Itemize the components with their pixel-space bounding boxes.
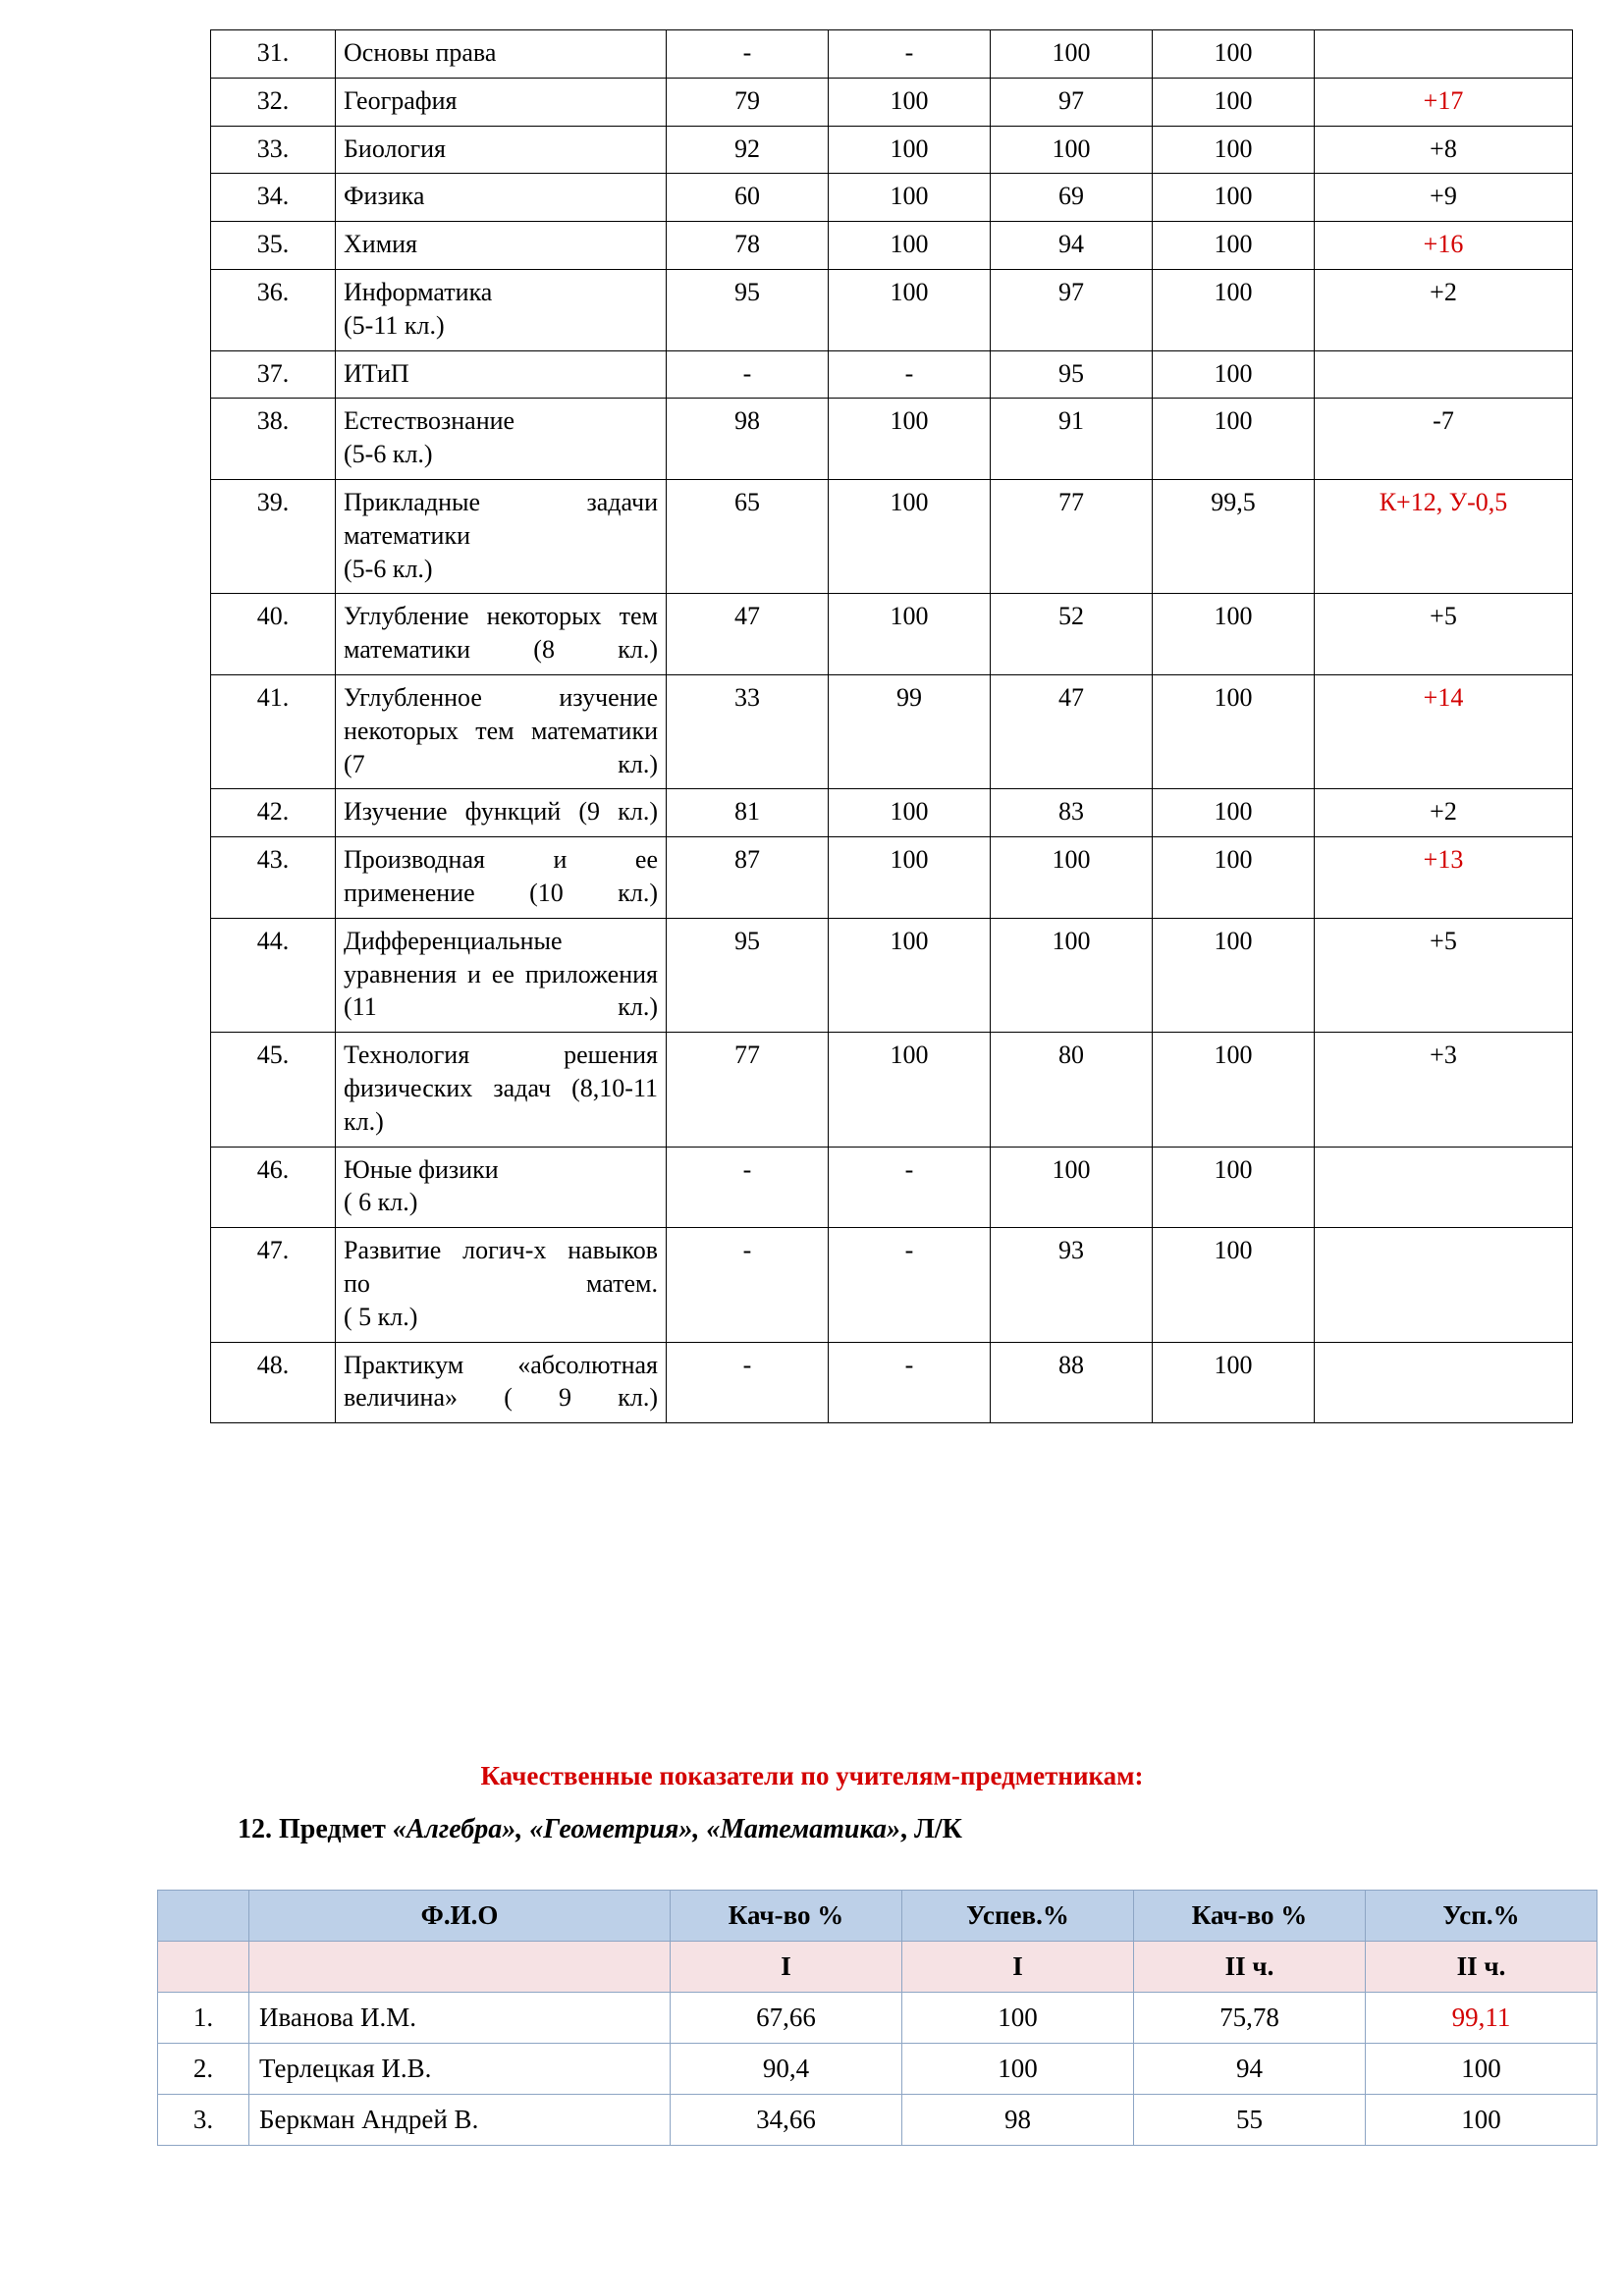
delta-value [1315, 1147, 1573, 1228]
value-1: 77 [667, 1033, 829, 1147]
subject-name-main: География [344, 85, 458, 115]
value-2: 100 [829, 126, 991, 174]
teacher-value-4: 99,11 [1366, 1993, 1597, 2044]
value-4: 100 [1153, 30, 1315, 79]
value-2: 100 [829, 918, 991, 1032]
value-3: 100 [991, 918, 1153, 1032]
subheader-period-4: II ч. [1366, 1942, 1597, 1993]
value-4: 100 [1153, 399, 1315, 480]
delta-value: +17 [1315, 78, 1573, 126]
subheader-period-3: II ч. [1134, 1942, 1366, 1993]
value-3: 88 [991, 1342, 1153, 1423]
subject-name [336, 126, 667, 174]
teacher-name: Беркман Андрей В. [249, 2095, 671, 2146]
teacher-value-2: 100 [902, 1993, 1134, 2044]
subjects-table [210, 29, 1573, 1423]
subject-name [336, 1147, 667, 1228]
subject-name [336, 479, 667, 593]
value-3: 100 [991, 30, 1153, 79]
delta-value [1315, 1228, 1573, 1342]
table-row [211, 789, 1573, 837]
subject-name-main: Прикладные задачи математики [344, 487, 658, 550]
table-row [211, 1228, 1573, 1342]
value-1: - [667, 1228, 829, 1342]
subject-name [336, 30, 667, 79]
subject-name-grade: (5-11 кл.) [344, 310, 445, 340]
value-1: 98 [667, 399, 829, 480]
delta-value: +5 [1315, 918, 1573, 1032]
value-1: 95 [667, 269, 829, 350]
value-1: 78 [667, 222, 829, 270]
value-3: 100 [991, 1147, 1153, 1228]
value-2: 100 [829, 1033, 991, 1147]
value-1: - [667, 350, 829, 399]
delta-value: +9 [1315, 174, 1573, 222]
teacher-value-3: 55 [1134, 2095, 1366, 2146]
value-2: 100 [829, 78, 991, 126]
subject-name-main: Информатика [344, 277, 493, 306]
value-4: 100 [1153, 1147, 1315, 1228]
row-number: 33. [211, 126, 336, 174]
teacher-value-3: 94 [1134, 2044, 1366, 2095]
value-2: 100 [829, 789, 991, 837]
header-progress-1: Успев.% [902, 1891, 1134, 1942]
subheader-period-2: I [902, 1942, 1134, 1993]
value-3: 97 [991, 78, 1153, 126]
value-4: 100 [1153, 1342, 1315, 1423]
row-number: 39. [211, 479, 336, 593]
teachers-table [157, 1890, 1597, 2146]
value-4: 100 [1153, 918, 1315, 1032]
table-row [211, 350, 1573, 399]
section-heading: Качественные показатели по учителям-предметникам: [480, 1761, 1144, 1790]
subject-name [336, 789, 667, 837]
subject-name [336, 1342, 667, 1423]
subject-name [336, 222, 667, 270]
value-1: 81 [667, 789, 829, 837]
delta-value: +14 [1315, 674, 1573, 788]
table-row [211, 174, 1573, 222]
row-number: 40. [211, 594, 336, 675]
subject-name-main: Изучение функций (9 кл.) [344, 797, 658, 827]
subject-name-main: Биология [344, 133, 447, 163]
table-row [211, 1033, 1573, 1147]
subject-suffix: , Л/К [900, 1814, 962, 1844]
teacher-value-1: 90,4 [671, 2044, 902, 2095]
value-4: 100 [1153, 837, 1315, 919]
delta-value: +5 [1315, 594, 1573, 675]
subject-name [336, 350, 667, 399]
subject-name-grade: (5-6 кл.) [344, 440, 433, 469]
value-2: - [829, 1228, 991, 1342]
delta-value [1315, 30, 1573, 79]
delta-value: +3 [1315, 1033, 1573, 1147]
value-4: 100 [1153, 78, 1315, 126]
row-number: 1. [158, 1993, 249, 2044]
value-4: 100 [1153, 174, 1315, 222]
value-3: 100 [991, 126, 1153, 174]
value-2: 100 [829, 174, 991, 222]
table-subheader-row [158, 1942, 1597, 1993]
subject-line [238, 1814, 962, 1845]
row-number: 48. [211, 1342, 336, 1423]
row-number: 37. [211, 350, 336, 399]
value-4: 100 [1153, 222, 1315, 270]
header-blank-cell [158, 1891, 249, 1942]
table-row [158, 2044, 1597, 2095]
value-3: 94 [991, 222, 1153, 270]
table-row [158, 2095, 1597, 2146]
table-row [211, 30, 1573, 79]
teacher-name: Терлецкая И.В. [249, 2044, 671, 2095]
table-row [211, 269, 1573, 350]
value-2: 100 [829, 222, 991, 270]
teachers-table-container [157, 1890, 1520, 2146]
subject-name [336, 674, 667, 788]
table-row [211, 674, 1573, 788]
subject-name-main: Развитие логич-х навыков по матем. [344, 1236, 658, 1298]
value-3: 97 [991, 269, 1153, 350]
value-1: 87 [667, 837, 829, 919]
teacher-value-1: 34,66 [671, 2095, 902, 2146]
value-2: - [829, 1342, 991, 1423]
subject-name-main: Технология решения физических задач (8,10-11 кл.) [344, 1041, 658, 1136]
table-row [211, 126, 1573, 174]
value-2: 100 [829, 269, 991, 350]
value-1: 65 [667, 479, 829, 593]
value-4: 99,5 [1153, 479, 1315, 593]
subject-name-main: Производная и ее применение (10 кл.) [344, 845, 658, 907]
row-number: 36. [211, 269, 336, 350]
subject-name [336, 78, 667, 126]
row-number: 44. [211, 918, 336, 1032]
value-2: - [829, 1147, 991, 1228]
teacher-value-3: 75,78 [1134, 1993, 1366, 2044]
subjects-table-container [210, 29, 1506, 1423]
value-1: 47 [667, 594, 829, 675]
header-quality-1: Кач-во % [671, 1891, 902, 1942]
value-2: 100 [829, 399, 991, 480]
subject-name-main: ИТиП [344, 358, 409, 388]
delta-value: +16 [1315, 222, 1573, 270]
delta-value: +2 [1315, 789, 1573, 837]
subject-name [336, 918, 667, 1032]
delta-value: К+12, У-0,5 [1315, 479, 1573, 593]
value-3: 52 [991, 594, 1153, 675]
teacher-value-2: 100 [902, 2044, 1134, 2095]
row-number: 42. [211, 789, 336, 837]
value-4: 100 [1153, 1033, 1315, 1147]
row-number: 32. [211, 78, 336, 126]
value-4: 100 [1153, 1228, 1315, 1342]
row-number: 35. [211, 222, 336, 270]
value-3: 91 [991, 399, 1153, 480]
subject-name [336, 174, 667, 222]
subject-name [336, 1033, 667, 1147]
teacher-name: Иванова И.М. [249, 1993, 671, 2044]
header-fio: Ф.И.О [249, 1891, 671, 1942]
table-row [211, 1342, 1573, 1423]
value-2: - [829, 350, 991, 399]
table-row [211, 1147, 1573, 1228]
value-1: 95 [667, 918, 829, 1032]
teacher-value-2: 98 [902, 2095, 1134, 2146]
value-2: 100 [829, 594, 991, 675]
row-number: 46. [211, 1147, 336, 1228]
header-quality-2: Кач-во % [1134, 1891, 1366, 1942]
subheader-blank-cell [158, 1942, 249, 1993]
value-4: 100 [1153, 269, 1315, 350]
table-row [211, 399, 1573, 480]
row-number: 38. [211, 399, 336, 480]
subject-name-grade: (5-6 кл.) [344, 554, 433, 583]
subject-number: 12. Предмет [238, 1814, 386, 1844]
value-2: 99 [829, 674, 991, 788]
subject-name-grade: ( 6 кл.) [344, 1188, 418, 1217]
subheader-period-1: I [671, 1942, 902, 1993]
value-1: 79 [667, 78, 829, 126]
value-2: - [829, 30, 991, 79]
value-4: 100 [1153, 126, 1315, 174]
value-2: 100 [829, 837, 991, 919]
subject-name [336, 837, 667, 919]
delta-value: +2 [1315, 269, 1573, 350]
subject-name-grade: ( 5 кл.) [344, 1302, 418, 1331]
row-number: 3. [158, 2095, 249, 2146]
subject-name-main: Углубленное изучение некоторых тем математики (7 кл.) [344, 682, 658, 778]
delta-value: +13 [1315, 837, 1573, 919]
row-number: 45. [211, 1033, 336, 1147]
header-progress-2: Усп.% [1366, 1891, 1597, 1942]
teacher-value-4: 100 [1366, 2095, 1597, 2146]
value-1: 92 [667, 126, 829, 174]
subject-names: «Алгебра», «Геометрия», «Математика» [392, 1814, 900, 1844]
value-3: 95 [991, 350, 1153, 399]
value-1: - [667, 1147, 829, 1228]
delta-value [1315, 1342, 1573, 1423]
value-3: 77 [991, 479, 1153, 593]
subject-name-main: Основы права [344, 38, 497, 67]
row-number: 47. [211, 1228, 336, 1342]
value-1: - [667, 1342, 829, 1423]
value-3: 83 [991, 789, 1153, 837]
subject-name-main: Юные физики [344, 1154, 499, 1184]
value-3: 80 [991, 1033, 1153, 1147]
table-row [211, 918, 1573, 1032]
value-4: 100 [1153, 789, 1315, 837]
value-4: 100 [1153, 594, 1315, 675]
value-3: 47 [991, 674, 1153, 788]
value-1: - [667, 30, 829, 79]
subheader-blank-fio [249, 1942, 671, 1993]
value-3: 93 [991, 1228, 1153, 1342]
subject-name-main: Дифференциальные уравнения и ее приложения (11 кл.) [344, 926, 658, 1022]
table-header-row [158, 1891, 1597, 1942]
delta-value: -7 [1315, 399, 1573, 480]
value-4: 100 [1153, 674, 1315, 788]
value-3: 69 [991, 174, 1153, 222]
row-number: 31. [211, 30, 336, 79]
subject-name-main: Физика [344, 182, 425, 211]
value-3: 100 [991, 837, 1153, 919]
delta-value [1315, 350, 1573, 399]
subject-name-main: Практикум «абсолютная величина» ( 9 кл.) [344, 1350, 658, 1413]
subject-name [336, 399, 667, 480]
table-row [211, 78, 1573, 126]
table-row [211, 479, 1573, 593]
row-number: 41. [211, 674, 336, 788]
subject-name [336, 269, 667, 350]
table-row [158, 1993, 1597, 2044]
row-number: 2. [158, 2044, 249, 2095]
subject-name-main: Углубление некоторых тем математики (8 кл.) [344, 602, 658, 665]
subject-name-main: Химия [344, 230, 418, 259]
subject-name [336, 594, 667, 675]
subject-name [336, 1228, 667, 1342]
delta-value: +8 [1315, 126, 1573, 174]
value-1: 60 [667, 174, 829, 222]
value-1: 33 [667, 674, 829, 788]
table-row [211, 837, 1573, 919]
table-row [211, 594, 1573, 675]
subject-name-main: Естествознание [344, 406, 515, 436]
table-row [211, 222, 1573, 270]
row-number: 34. [211, 174, 336, 222]
teacher-value-1: 67,66 [671, 1993, 902, 2044]
row-number: 43. [211, 837, 336, 919]
value-4: 100 [1153, 350, 1315, 399]
teacher-value-4: 100 [1366, 2044, 1597, 2095]
value-2: 100 [829, 479, 991, 593]
